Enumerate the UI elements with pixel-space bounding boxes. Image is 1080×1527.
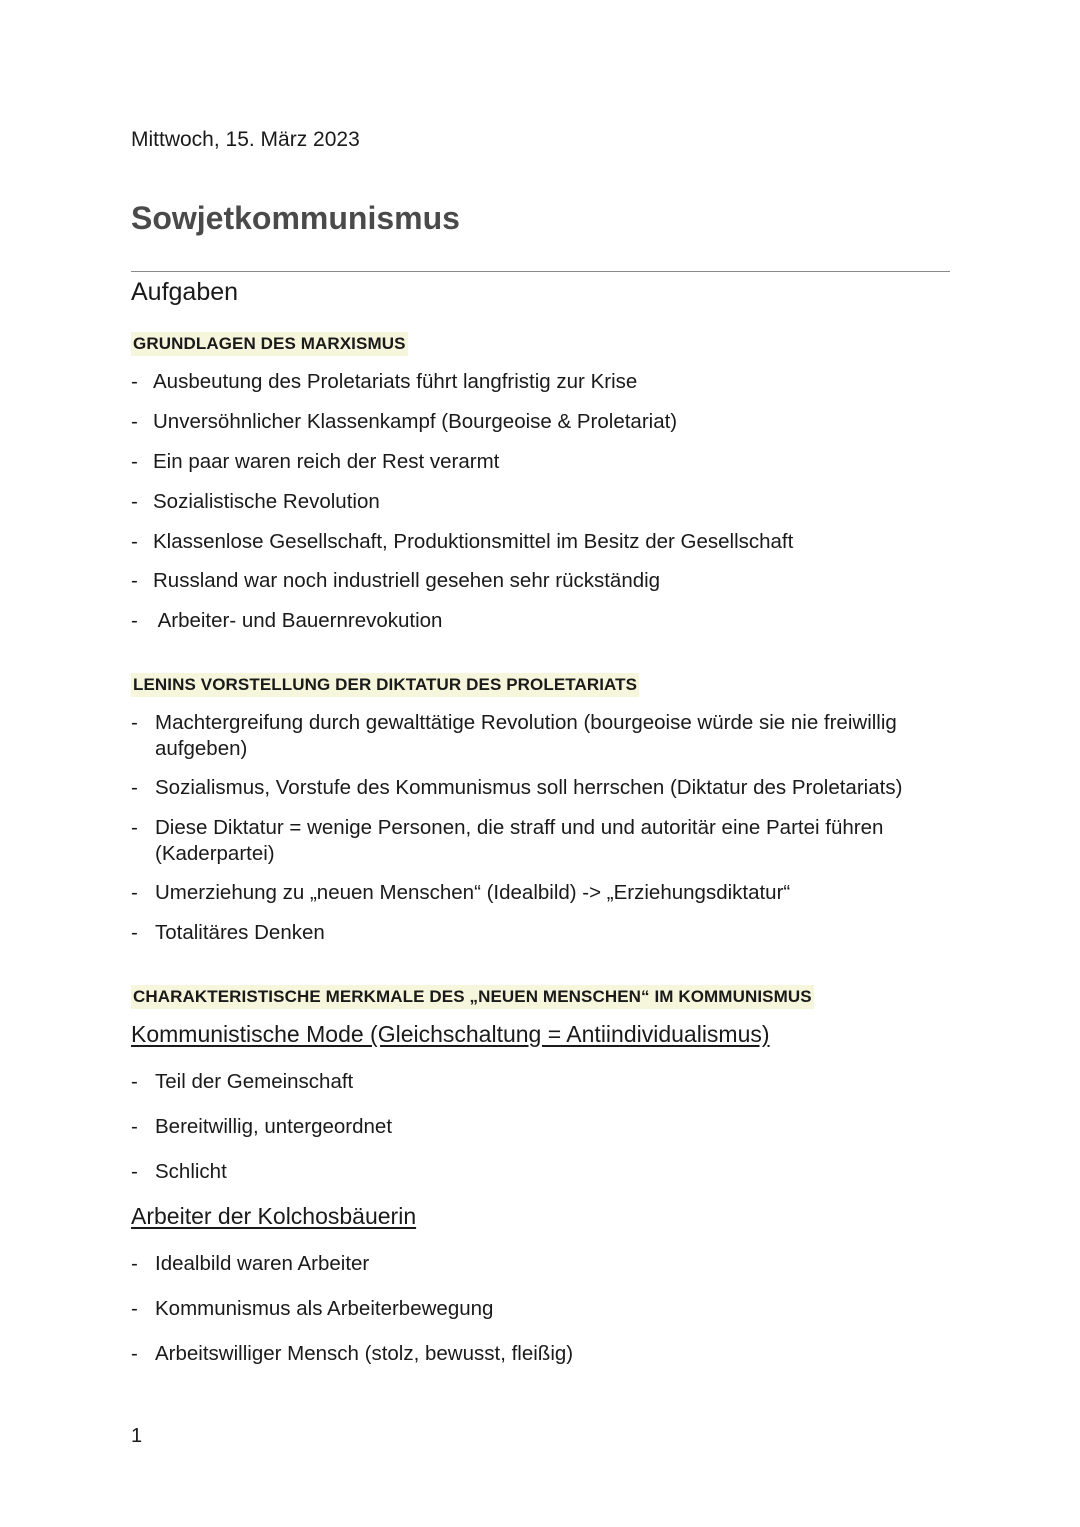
list-item: - Diese Diktatur = wenige Personen, die straff und und autoritär eine Partei führen (Kaderpartei) — [131, 816, 884, 865]
list-item: - Arbeiter- und Bauernrevokution — [131, 609, 443, 632]
list-item: - Totalitäres Denken — [131, 921, 325, 944]
list-item: - Ausbeutung des Proletariats führt langfristig zur Krise — [131, 370, 638, 393]
list-item: - Schlicht — [131, 1160, 227, 1183]
subsection-title-arbeiter: Arbeiter der Kolchosbäuerin — [131, 1203, 417, 1229]
section-heading-merkmale: CHARAKTERISTISCHE MERKMALE DES „NEUEN MENSCHEN“ IM KOMMUNISMUS — [131, 985, 814, 1009]
list-item: - Umerziehung zu „neuen Menschen“ (Idealbild) -> „Erziehungsdiktatur“ — [131, 881, 791, 904]
list-item: - Arbeitswilliger Mensch (stolz, bewusst, fleißig) — [131, 1342, 574, 1365]
list-item: - Idealbild waren Arbeiter — [131, 1252, 370, 1275]
title-divider — [131, 271, 950, 272]
subtitle: Aufgaben — [131, 278, 239, 306]
page-number: 1 — [131, 1425, 143, 1447]
list-item: - Ein paar waren reich der Rest verarmt — [131, 450, 500, 473]
list-item: - Sozialistische Revolution — [131, 490, 380, 513]
subsection-title-mode: Kommunistische Mode (Gleichschaltung = Antiindividualismus) — [131, 1021, 770, 1047]
section-heading-lenin: LENINS VORSTELLUNG DER DIKTATUR DES PROLETARIATS — [131, 673, 639, 697]
list-item: - Unversöhnlicher Klassenkampf (Bourgeoise & Proletariat) — [131, 410, 678, 433]
page-title: Sowjetkommunismus — [131, 200, 460, 236]
list-item: - Teil der Gemeinschaft — [131, 1070, 354, 1093]
list-item: - Sozialismus, Vorstufe des Kommunismus soll herrschen (Diktatur des Proletariats) — [131, 776, 903, 799]
section-heading-marxismus: GRUNDLAGEN DES MARXISMUS — [131, 332, 408, 356]
list-item: - Russland war noch industriell gesehen sehr rückständig — [131, 569, 661, 592]
list-item: - Bereitwillig, untergeordnet — [131, 1115, 393, 1138]
list-item: - Kommunismus als Arbeiterbewegung — [131, 1297, 494, 1320]
date: Mittwoch, 15. März 2023 — [131, 128, 360, 151]
list-item: - Machtergreifung durch gewalttätige Revolution (bourgeoise würde sie nie freiwillig aufgeben) — [131, 711, 897, 760]
list-item: - Klassenlose Gesellschaft, Produktionsmittel im Besitz der Gesellschaft — [131, 530, 794, 553]
